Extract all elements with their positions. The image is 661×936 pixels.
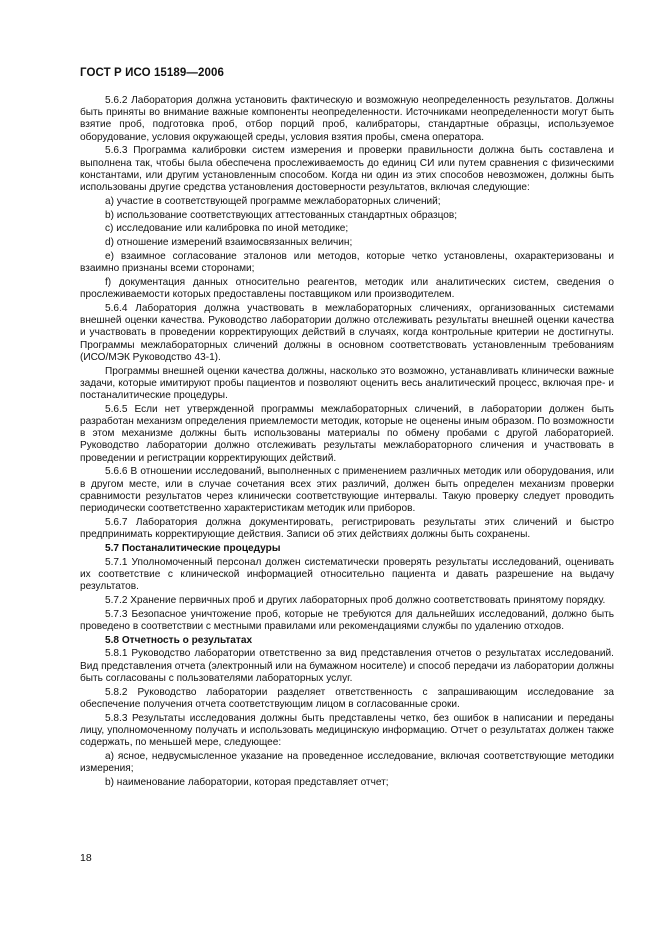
list-item-f: f) документация данных относительно реагентов, методик или аналитических систем, сведения о прослеживаемости которых предоставлены поставщиком или производителем. [80, 277, 614, 301]
document-body [80, 95, 614, 791]
paragraph-eqa: Программы внешней оценки качества должны, насколько это возможно, устанавливать клинически важные задачи, которые имитируют пробы пациентов и позволяют оценить весь аналитический процесс, включая пре- и постаналитические процедуры. [80, 365, 614, 402]
paragraph-5-7-1: 5.7.1 Уполномоченный персонал должен систематически проверять результаты исследований, оценивать их соответствие с клинической информацией относительно пациента и давать разрешение на выдачу результатов. [80, 556, 614, 593]
paragraph-5-7-3: 5.7.3 Безопасное уничтожение проб, которые не требуются для дальнейших исследований, должно быть проведено в соответствии с местными правилами или рекомендациями службы по удалению отходов. [80, 608, 614, 632]
paragraph-5-7-2: 5.7.2 Хранение первичных проб и других лабораторных проб должно соответствовать принятому порядку. [105, 594, 606, 606]
list-item-e: e) взаимное согласование эталонов или методов, которые четко установлены, охарактеризованы и взаимно признаны всеми сторонами; [80, 251, 614, 275]
paragraph-5-8-2: 5.8.2 Руководство лаборатории разделяет ответственность с запрашивающим исследование за обеспечение получения отчета соответствующим лицом в согласованные сроки. [80, 686, 614, 710]
paragraph-5-6-5: 5.6.5 Если нет утвержденной программы межлабораторных сличений, в лаборатории должен быть разработан механизм определения приемлемости методик, которые не оценены иным образом. По возможности в этом механизме должны быть использованы материалы по обмену пробами с другой лабораторией. Руководство лаборатории должно отслеживать результаты межлабораторного сличения и участвовать в проведении и регистрации корректирующих действий. [80, 403, 614, 464]
paragraph-5-6-4: 5.6.4 Лаборатория должна участвовать в межлабораторных сличениях, организованных системами внешней оценки качества. Руководство лаборатории должно отслеживать результаты внешней оценки качества и участвовать в проведении корректирующих действий в случаях, когда контрольные критерии не достигнуты. Программы межлабораторных сличений должны в основном соответствовать установленным требованиям (ИСО/МЭК Руководство 43-1). [80, 303, 614, 363]
paragraph-5-8-1: 5.8.1 Руководство лаборатории ответственно за вид представления отчетов о результатах исследований. Вид представления отчета (электронный или на бумажном носителе) и способ передачи из лаборатории должны быть согласованы с пользователями лабораторных услуг. [80, 648, 614, 684]
paragraph-5-6-7: 5.6.7 Лаборатория должна документировать, регистрировать результаты этих сличений и быстро предпринимать корректирующие действия. Записи об этих действиях должны быть сохранены. [80, 516, 614, 541]
list-item-b: b) использование соответствующих аттестованных стандартных образцов; [105, 209, 458, 221]
page-number: 18 [80, 852, 92, 864]
report-list-item-a: a) ясное, недвусмысленное указание на проведенное исследование, включая соответствующие методики измерения; [80, 750, 614, 775]
document-header: ГОСТ Р ИСО 15189—2006 [80, 67, 225, 79]
section-heading-5-7: 5.7 Постаналитические процедуры [105, 542, 281, 554]
list-item-d: d) отношение измерений взаимосвязанных величин; [105, 237, 353, 249]
paragraph-5-8-3: 5.8.3 Результаты исследования должны быть представлены четко, без ошибок в написании и переданы лицу, уполномоченному получать и использовать медицинскую информацию. Отчет о результатах должен также содержать, по меньшей мере, следующее: [80, 712, 614, 749]
section-heading-5-8: 5.8 Отчетность о результатах [105, 634, 253, 646]
paragraph-5-6-3: 5.6.3 Программа калибровки систем измерения и проверки правильности должна быть составлена и выполнена так, чтобы была обеспечена прослеживаемость до единиц СИ или путем сравнения с физическими константами, или другим установленным способом. Когда ни один из этих способов невозможен, должны быть использованы другие средства установления достоверности результатов, включая следующие: [80, 145, 614, 194]
list-item-c: c) исследование или калибровка по иной методике; [105, 223, 349, 235]
paragraph-5-6-6: 5.6.6 В отношении исследований, выполненных с применением различных методик или оборудования, или в другом месте, или в случае сочетания всех этих различий, должен быть определен механизм проверки сравнимости результатов через клинически соответствующие интервалы. Такую проверку следует проводить периодически соответственно характеристикам методик или приборов. [80, 466, 614, 515]
list-item-a: a) участие в соответствующей программе межлабораторных сличений; [105, 195, 441, 207]
paragraph-5-6-2: 5.6.2 Лаборатория должна установить фактическую и возможную неопределенность результатов. Должны быть приняты во внимание важные компоненты неопределенности. Источниками неопределенности могут быть взятие проб, подготовка проб, отбор порций проб, калибраторы, стандартные образцы, используемое оборудование, условия окружающей среды, условия взятия пробы, смена оператора. [80, 95, 614, 143]
report-list-item-b: b) наименование лаборатории, которая представляет отчет; [105, 776, 389, 788]
